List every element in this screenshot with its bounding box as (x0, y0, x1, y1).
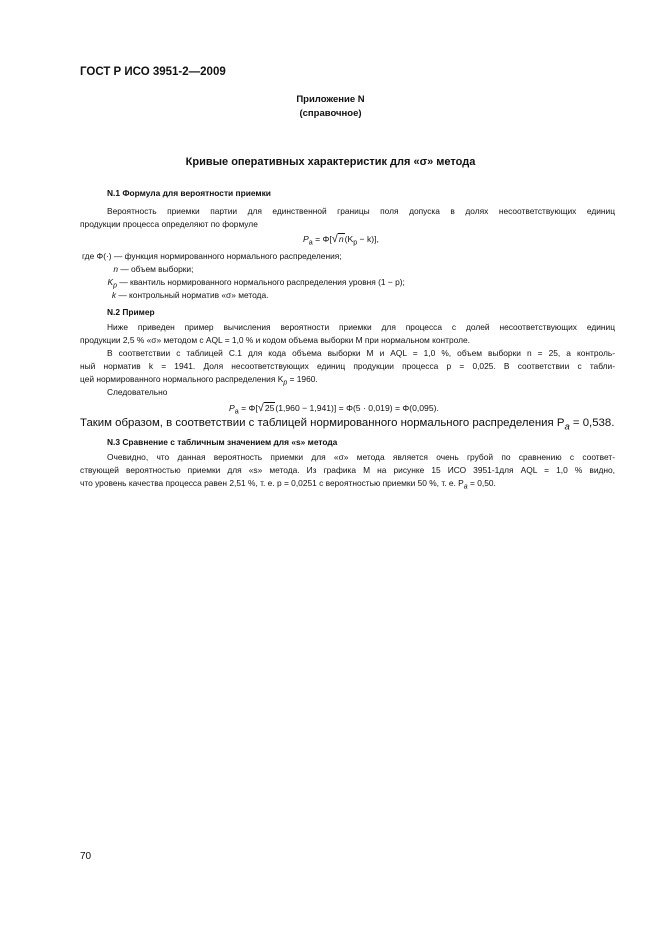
definition-term: n (113, 264, 118, 274)
section-n1-heading: N.1 Формула для вероятности приемки (107, 188, 271, 198)
n3-line3-text: что уровень качества процесса равен 2,51 %, т. е. p = 0,0251 с вероятностью приемки 50 %, т. е. P (80, 478, 464, 488)
definition-row (82, 251, 342, 261)
definition-text: — контрольный норматив «σ» метода. (116, 290, 269, 300)
formula-radicand: 25 (264, 403, 275, 413)
formula-lhs: P (229, 403, 235, 413)
definition-term: K (107, 277, 114, 287)
definition-row (82, 264, 193, 274)
formula-eq: = Φ[ (238, 403, 258, 413)
definition-text: — квантиль нормированного нормального распределения уровня (1 − p); (117, 277, 405, 287)
n3-line3-sub: a (463, 483, 468, 491)
n3-line2: ствующей вероятностью приемки для «s» метода. Из графика M на рисунке 15 ИСО 3951-1для AQL = 1,0 % видно, (80, 465, 615, 475)
n2-para2-line3-value: = 1960. (287, 374, 318, 384)
definition-term: где Φ(·) (82, 251, 112, 261)
definition-row (82, 290, 268, 300)
n2-conclusion-value: = 0,538. (569, 417, 615, 429)
n2-formula (229, 402, 439, 416)
n2-therefore: Следовательно (107, 387, 168, 397)
definition-text: — функция нормированного нормального распределения; (111, 251, 342, 261)
n1-formula (303, 233, 379, 247)
n2-para2-line3-text: цей нормированного нормального распределения K (80, 374, 284, 384)
formula-eq: = Φ[ (312, 234, 332, 244)
formula-tail: − k)], (357, 234, 379, 244)
definition-text: — объем выборки; (118, 264, 194, 274)
n2-para2-line1: В соответствии с таблицей C.1 для кода объема выборки M и AQL = 1,0 %, объем выборки n = 25, а контроль- (107, 348, 615, 358)
formula-lhs: P (303, 234, 309, 244)
n2-conclusion-text: Таким образом, в соответствии с таблицей нормированного нормального распределения P (80, 417, 565, 429)
definition-term-sub: p (113, 282, 117, 290)
formula-lhs-sub: a (308, 238, 313, 247)
n1-paragraph-line2: продукции процесса определяют по формуле (80, 219, 258, 229)
n2-para2-line2: ный норматив k = 1941. Доля несоответствующих единиц продукции процесса p = 0,025. В соответствии с табли- (80, 361, 615, 371)
section-n2-heading: N.2 Пример (107, 307, 155, 317)
formula-tail: (1,960 − 1,941)] = Φ(5 · 0,019) = Φ(0,095). (275, 403, 439, 413)
annex-label: Приложение N (296, 94, 365, 105)
definition-row (82, 277, 405, 290)
n3-line3 (80, 478, 496, 491)
n2-para2-line3-sub: p (283, 379, 288, 387)
annex-title: Кривые оперативных характеристик для «σ» метода (185, 156, 476, 168)
n3-line1: Очевидно, что данная вероятность приемки для «σ» метода является очень грубой по сравнению с соответ- (107, 452, 615, 462)
definition-term: k (111, 290, 116, 300)
n1-paragraph-line1: Вероятность приемки партии для единственной границы поля допуска в долях несоответствующих единиц (107, 206, 615, 216)
sqrt-icon: √ (257, 402, 264, 414)
n2-para1-line2: продукции 2,5 % «σ» методом с AQL = 1,0 % и кодом объема выборки M при нормальном контроле. (80, 335, 470, 345)
formula-lhs-sub: a (234, 407, 239, 416)
formula-mid: (K (344, 234, 354, 244)
formula-mid-sub: p (353, 238, 358, 247)
n2-para2-line3 (80, 374, 318, 387)
n2-conclusion (80, 417, 614, 432)
n2-para1-line1: Ниже приведен пример вычисления вероятности приемки для процесса с долей несоответствующих единиц (107, 322, 615, 332)
document-header: ГОСТ Р ИСО 3951-2—2009 (80, 66, 226, 78)
section-n3-heading: N.3 Сравнение с табличным значением для «s» метода (107, 437, 338, 447)
n3-line3-value: = 0,50. (467, 478, 496, 488)
annex-type: (справочное) (299, 108, 362, 119)
page-number: 70 (80, 851, 92, 862)
formula-radicand: n (338, 234, 344, 244)
n2-conclusion-sub: a (564, 421, 570, 433)
sqrt-icon: √ (331, 233, 338, 245)
